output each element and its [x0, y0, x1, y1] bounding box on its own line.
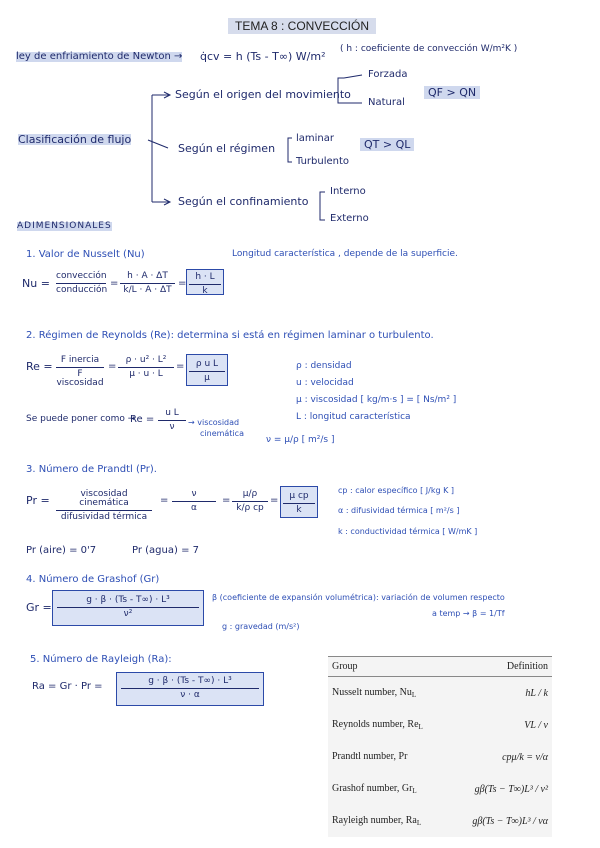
table-row [328, 741, 552, 773]
option-natural: Natural [368, 97, 405, 108]
reynolds-den-3: μ [189, 371, 225, 383]
equals-sign: = [110, 278, 119, 289]
reynolds-heading: 2. Régimen de Reynolds (Re): determina si está en régimen laminar o turbulento. [26, 330, 434, 341]
nusselt-den-2: k/L · A · ΔT [120, 283, 175, 295]
prandtl-den-2: α [172, 501, 216, 513]
table-row [328, 677, 552, 710]
nusselt-fraction-1 [56, 272, 106, 295]
prandtl-den-1: difusividad térmica [56, 510, 152, 522]
group-name-text: Nusselt number, Nu [332, 687, 412, 698]
column-header-definition: Definition [449, 657, 552, 677]
branch-origin-label: Según el origen del movimiento [175, 88, 351, 101]
grashof-lhs: Gr = [26, 601, 52, 614]
prandtl-num-4: μ cp [289, 491, 309, 501]
nusselt-heading: 1. Valor de Nusselt (Nu) [26, 249, 145, 260]
rayleigh-lhs: Ra = Gr · Pr = [32, 681, 103, 692]
table-row [328, 805, 552, 837]
grashof-den: ν² [57, 607, 199, 619]
rayleigh-heading: 5. Número de Rayleigh (Ra): [30, 654, 172, 665]
kinematic-viscosity-note-1: → viscosidad [188, 418, 240, 427]
branch-regime-label: Según el régimen [178, 142, 276, 155]
reynolds-lhs: Re = [26, 360, 53, 373]
reynolds-alt-num: u L [165, 408, 179, 418]
reynolds-alt-label: Se puede poner como → [26, 414, 136, 424]
group-name-subscript: L [416, 819, 422, 827]
rayleigh-den: ν · α [121, 688, 259, 700]
reynolds-alt-lhs: Re = [130, 414, 155, 425]
prandtl-air: Pr (aire) = 0'7 [26, 545, 97, 556]
grashof-fraction [57, 596, 199, 619]
group-name [328, 741, 449, 773]
beta-coefficient-note: β (coeficiente de expansión volumétrica): variación de volumen respecto [212, 593, 505, 602]
group-name [328, 709, 449, 741]
equals-sign: = [176, 361, 185, 372]
prandtl-den-4: k [283, 503, 315, 515]
table-row [328, 773, 552, 805]
group-name-subscript: L [418, 723, 423, 731]
prandtl-fraction-3 [232, 490, 268, 513]
reynolds-num-3: ρ u L [195, 359, 219, 369]
prandtl-num-3: μ/ρ [242, 489, 258, 499]
group-name-text: Rayleigh number, Ra [332, 815, 417, 826]
reynolds-num-2: ρ · u² · L² [125, 355, 167, 365]
rayleigh-fraction [121, 677, 259, 700]
legend-viscosity: μ : viscosidad [ kg/m·s ] = [ Ns/m² ] [296, 395, 457, 405]
option-turbulento: Turbulento [296, 156, 350, 167]
group-name-text: Grashof number, Gr [332, 783, 413, 794]
prandtl-lhs: Pr = [26, 494, 50, 507]
group-name [328, 677, 449, 710]
table-row [328, 709, 552, 741]
group-definition: gβ(Ts − T∞)L³ / να [472, 815, 548, 827]
reynolds-alt-fraction [158, 409, 186, 432]
prandtl-heading: 3. Número de Prandtl (Pr). [26, 464, 157, 475]
prandtl-den-3: k/ρ cp [232, 501, 268, 513]
beta-definition: a temp → β = 1/Tf [432, 609, 505, 618]
nusselt-fraction-2 [120, 272, 175, 295]
branch-confinement-label: Según el confinamiento [178, 195, 309, 208]
kinematic-viscosity-definition: ν = μ/ρ [ m²/s ] [266, 435, 335, 445]
equals-sign: = [108, 361, 117, 372]
prandtl-num-2: ν [191, 489, 197, 499]
nusselt-den-1: conducción [56, 285, 108, 295]
gravity-note: g : gravedad (m/s²) [222, 622, 300, 631]
reynolds-fraction-2 [118, 356, 174, 379]
reynolds-alt-den: ν [158, 420, 186, 432]
prandtl-fraction-4 [283, 492, 315, 515]
option-forzada: Forzada [368, 69, 408, 80]
legend-density: ρ : densidad [296, 361, 352, 371]
option-externo: Externo [330, 213, 369, 224]
nusselt-num-1: convección [56, 271, 107, 281]
column-header-group: Group [328, 657, 449, 677]
prandtl-num-1: viscosidad cinemática [79, 489, 129, 508]
rule-forced-vs-natural: QF > QN [424, 86, 480, 99]
option-interno: Interno [330, 186, 366, 197]
nusselt-length-note: Longitud característica , depende de la superficie. [232, 249, 458, 259]
grashof-num: g · β · (Ts - T∞) · L³ [86, 595, 170, 605]
flow-classification-label: Clasificación de flujo [18, 133, 132, 146]
equals-sign: = [270, 495, 279, 506]
reynolds-num-1: F inercia [60, 355, 100, 365]
adimensionales-header: ADIMENSIONALES [17, 221, 112, 231]
grashof-heading: 4. Número de Grashof (Gr) [26, 574, 160, 585]
group-name-subscript: L [412, 787, 417, 795]
nusselt-fraction-3 [189, 273, 221, 296]
reynolds-den-2: μ · u · L [118, 367, 174, 379]
reynolds-result-box [186, 354, 228, 386]
group-name-text: Prandtl number, Pr [332, 751, 408, 762]
prandtl-result-box [280, 486, 318, 518]
reynolds-fraction-3 [189, 360, 225, 383]
group-definition: VL / ν [524, 719, 548, 731]
convection-coefficient-note: ( h : coeficiente de convección W/m²K ) [340, 44, 518, 54]
rayleigh-result-box [116, 672, 264, 706]
equals-sign: = [178, 278, 187, 289]
group-definition: gβ(Ts − T∞)L³ / ν² [474, 783, 548, 795]
nusselt-result-box [186, 269, 224, 295]
nusselt-num-3: h · L [195, 272, 215, 282]
equals-sign: = [222, 495, 231, 506]
equals-sign: = [160, 495, 169, 506]
legend-velocity: u : velocidad [296, 378, 354, 388]
option-laminar: laminar [296, 133, 335, 144]
group-definition: cpμ/k = ν/α [502, 751, 548, 763]
legend-specific-heat: cp : calor específico [ J/kg K ] [338, 486, 454, 495]
group-name [328, 773, 449, 805]
legend-thermal-diffusivity: α : difusividad térmica [ m²/s ] [338, 506, 460, 515]
rayleigh-num: g · β · (Ts - T∞) · L³ [148, 676, 232, 686]
reynolds-fraction-1 [56, 356, 104, 388]
dimensionless-groups-table [328, 656, 552, 837]
prandtl-fraction-1 [56, 490, 152, 522]
group-name-subscript: L [411, 691, 417, 699]
grashof-result-box [52, 590, 204, 626]
reynolds-den-1: F viscosidad [56, 369, 104, 388]
group-name [328, 805, 449, 837]
nusselt-lhs: Nu = [22, 277, 50, 290]
nusselt-num-2: h · A · ΔT [127, 271, 168, 281]
newton-formula: q̇cv = h (Ts - T∞) W/m² [200, 50, 326, 63]
newton-law-label: ley de enfriamiento de Newton → [16, 51, 183, 62]
rule-turbulent-vs-laminar: QT > QL [360, 138, 414, 151]
prandtl-water: Pr (agua) = 7 [132, 545, 199, 556]
prandtl-fraction-2 [172, 490, 216, 513]
legend-length: L : longitud característica [296, 412, 411, 422]
legend-thermal-conductivity: k : conductividad térmica [ W/mK ] [338, 527, 478, 536]
page-title: TEMA 8 : CONVECCIÓN [228, 18, 376, 34]
group-definition: hL / k [525, 687, 548, 699]
nusselt-den-3: k [189, 284, 221, 296]
kinematic-viscosity-note-2: cinemática [200, 429, 244, 438]
group-name-text: Reynolds number, Re [332, 719, 419, 730]
